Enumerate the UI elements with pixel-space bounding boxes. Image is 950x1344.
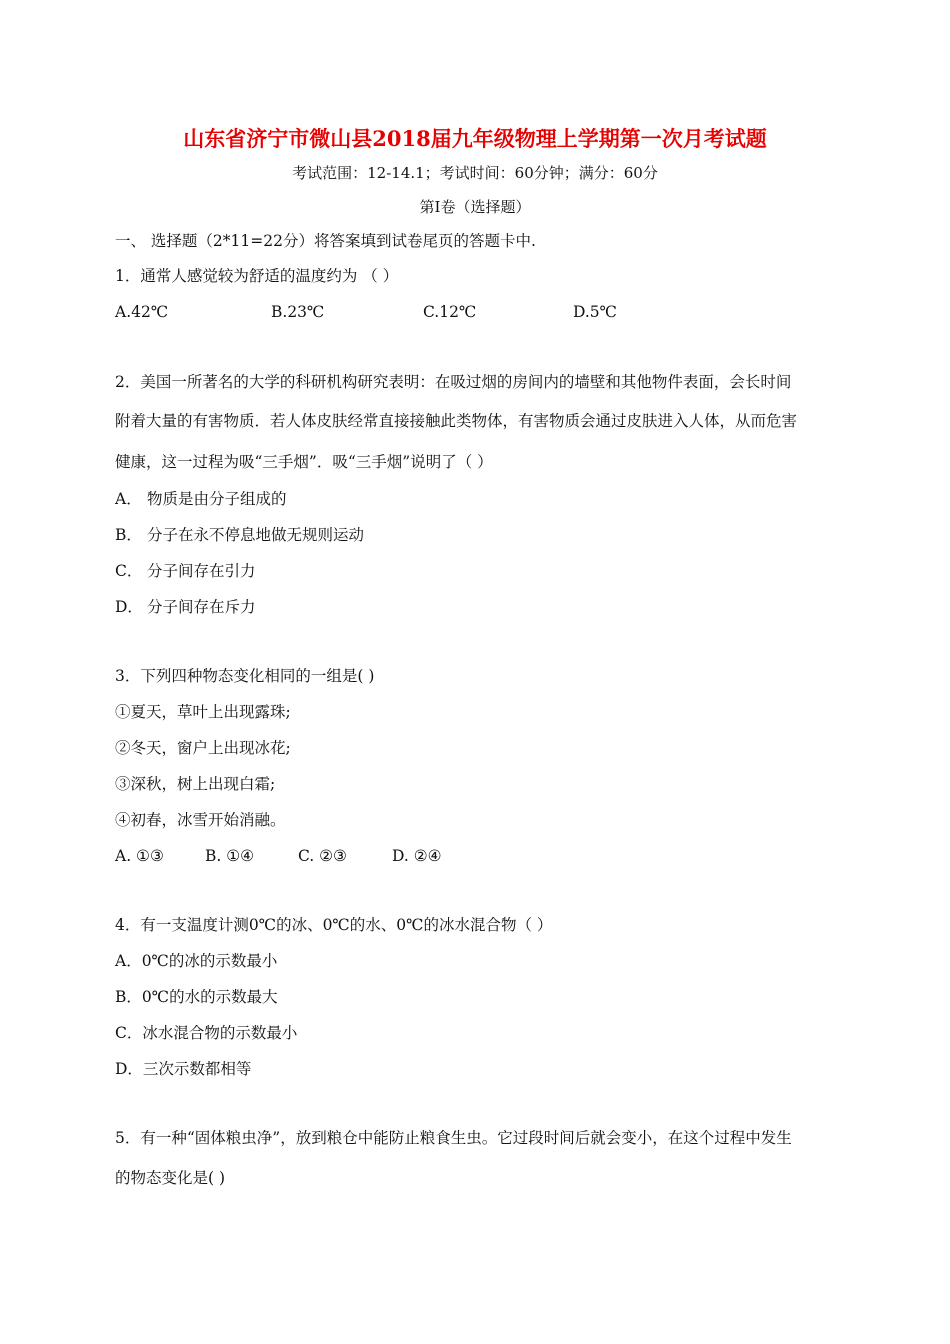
question-3-stem: 3．下列四种物态变化相同的一组是( ) (115, 667, 375, 685)
q3-option-b: B. ①④ (205, 847, 255, 865)
q3-item-3: ③深秋，树上出现白霜; (115, 775, 276, 793)
q1-option-b: B.23℃ (271, 303, 325, 321)
q3-item-4: ④初春，冰雪开始消融。 (115, 811, 286, 829)
exam-title: 山东省济宁市微山县2018届九年级物理上学期第一次月考试题 (183, 126, 767, 151)
q1-option-d: D.5℃ (573, 303, 618, 321)
volume-heading: 第I卷（选择题） (419, 198, 531, 216)
option-text: 分子在永不停息地做无规则运动 (147, 526, 365, 544)
option-text: 分子间存在引力 (147, 562, 256, 580)
q2-option-a (115, 489, 287, 509)
q2-option-b (115, 525, 364, 545)
q3-item-1: ①夏天，草叶上出现露珠; (115, 703, 291, 721)
section-heading: 一、 选择题（2*11=22分）将答案填到试卷尾页的答题卡中. (115, 232, 536, 250)
q2-option-d (115, 597, 256, 617)
q2-option-c (115, 561, 256, 581)
exam-info: 考试范围：12-14.1；考试时间：60分钟；满分：60分 (292, 164, 658, 182)
q3-option-d: D. ②④ (392, 847, 442, 865)
q4-option-c: C．冰水混合物的示数最小 (115, 1024, 298, 1042)
option-letter: B． (115, 526, 142, 544)
q3-option-c: C. ②③ (298, 847, 347, 865)
question-4-stem: 4．有一支温度计测0℃的冰、0℃的水、0℃的冰水混合物（ ） (115, 916, 553, 934)
question-2-line-2: 附着大量的有害物质．若人体皮肤经常直接接触此类物体，有害物质会通过皮肤进入人体，从而危害 (115, 412, 798, 430)
option-letter: C． (115, 562, 143, 580)
q3-option-a: A. ①③ (115, 847, 164, 865)
q4-option-d: D．三次示数都相等 (115, 1060, 252, 1078)
q1-option-a: A.42℃ (115, 303, 169, 321)
q3-item-2: ②冬天，窗户上出现冰花; (115, 739, 291, 757)
question-1-stem: 1．通常人感觉较为舒适的温度约为 （ ） (115, 267, 399, 285)
q4-option-a: A．0℃的冰的示数最小 (115, 952, 278, 970)
question-5-line-1: 5．有一种“固体粮虫净”，放到粮仓中能防止粮食生虫。它过段时间后就会变小，在这个过程中发生 (115, 1129, 792, 1147)
question-2-line-1: 2．美国一所著名的大学的科研机构研究表明：在吸过烟的房间内的墙壁和其他物件表面，会长时间 (115, 373, 792, 391)
option-letter: D． (115, 598, 143, 616)
q4-option-b: B．0℃的水的示数最大 (115, 988, 278, 1006)
question-5-line-2: 的物态变化是( ) (115, 1169, 226, 1187)
option-text: 物质是由分子组成的 (147, 490, 287, 508)
question-2-line-3: 健康，这一过程为吸“三手烟”．吸“三手烟”说明了（ ） (115, 453, 493, 471)
option-letter: A． (115, 490, 142, 508)
q1-option-c: C.12℃ (423, 303, 477, 321)
option-text: 分子间存在斥力 (147, 598, 256, 616)
